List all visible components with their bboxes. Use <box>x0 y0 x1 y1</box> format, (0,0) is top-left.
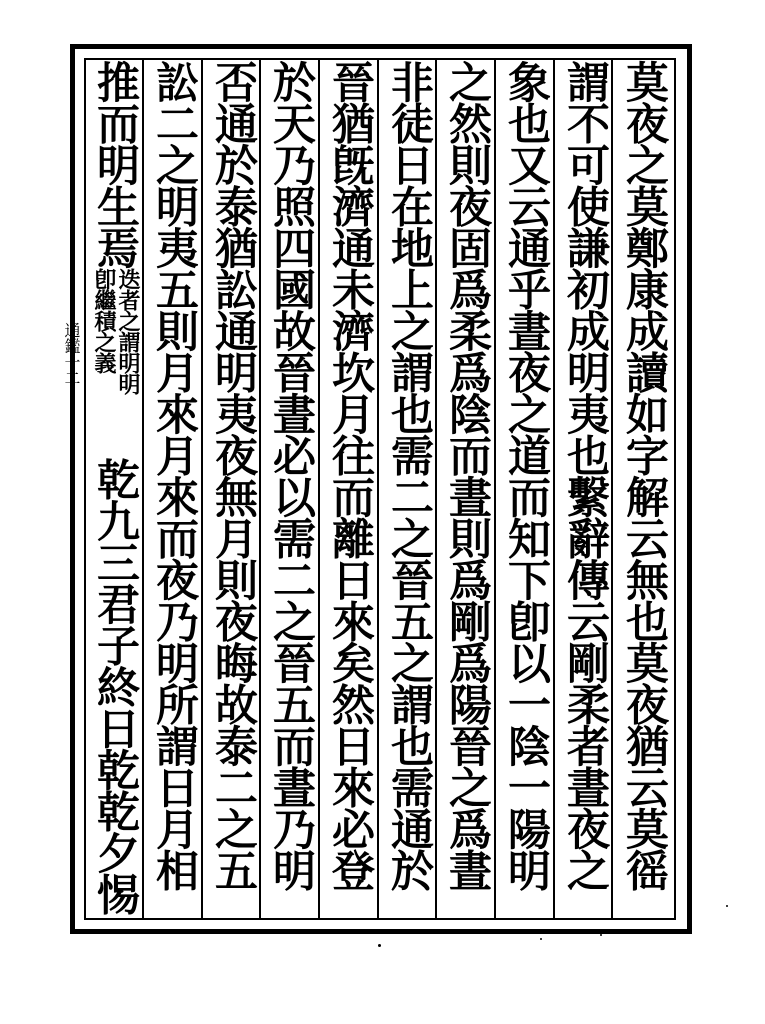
column-rule <box>259 60 261 918</box>
text-column: 否通於泰猶訟通明夷夜無月則夜晦故泰二之五 <box>208 60 258 890</box>
interlinear-note <box>89 268 141 458</box>
main-text: 乾九三君子終日乾乾夕惕 <box>90 457 140 914</box>
scan-speck <box>600 934 602 936</box>
text-column: 訟二之明夷五則月來月來而夜乃明所謂日月相 <box>149 60 199 890</box>
main-text: 推而明生焉 <box>90 60 140 268</box>
text-column-with-note <box>89 60 141 918</box>
scan-speck <box>540 938 542 940</box>
text-column: 晉猶旣濟通未濟坎月往而離日來矣然日來必登 <box>325 60 375 890</box>
column-rule <box>435 60 437 918</box>
column-rule <box>201 60 203 918</box>
side-label: 通鑑一二 <box>62 322 81 386</box>
text-column: 莫夜之莫鄭康成讀如字解云無也莫夜猶云莫徭 <box>619 60 669 890</box>
column-rule <box>318 60 320 918</box>
scan-speck <box>726 905 728 907</box>
column-rule <box>142 60 144 918</box>
text-column: 於天乃照四國故晉晝必以需二之晉五而晝乃明 <box>266 60 316 890</box>
text-column: 象也又云通乎晝夜之道而知下卽以一陰一陽明 <box>501 60 551 890</box>
column-rule <box>553 60 555 918</box>
column-rule <box>377 60 379 918</box>
column-rule <box>494 60 496 918</box>
text-column: 謂不可使謙初成明夷也繫辭傳云剛柔者晝夜之 <box>560 60 610 890</box>
note-line-right: 迭者之謂明明 <box>115 267 141 394</box>
text-column: 非徒日在地上之謂也需二之晉五之謂也需通於 <box>384 60 434 890</box>
scan-speck <box>378 944 381 947</box>
column-rule <box>611 60 613 918</box>
note-line-left: 卽繼積之義 <box>91 267 117 373</box>
text-column: 之然則夜固爲柔爲陰而晝則爲剛爲陽晉之爲晝 <box>442 60 492 890</box>
